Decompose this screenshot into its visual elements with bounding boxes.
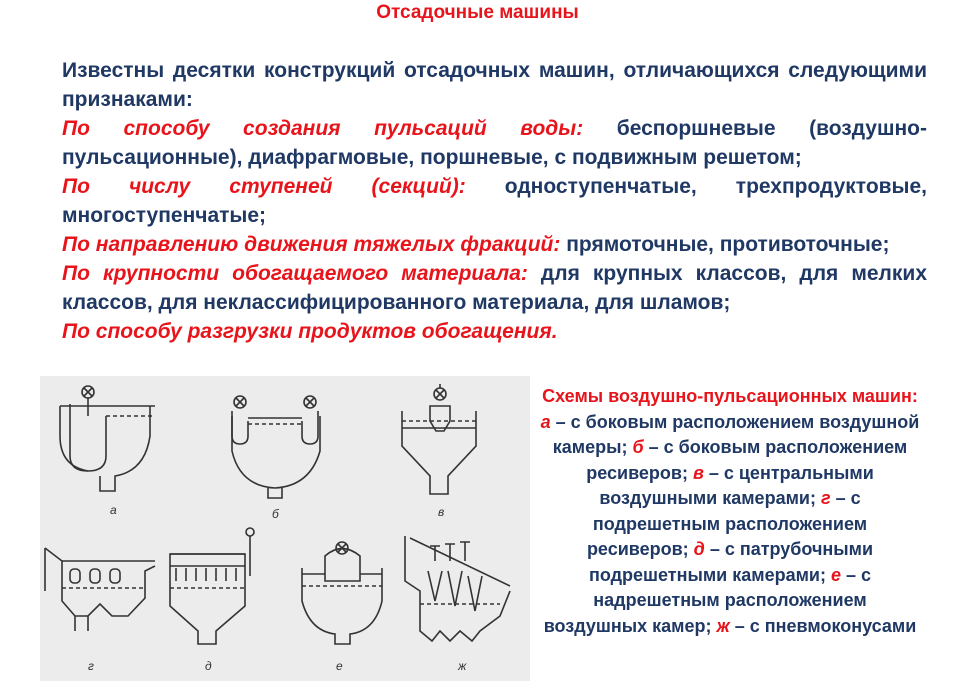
- criterion-2: [62, 172, 927, 230]
- caption-text: – с патрубочными подрешетными камерами;: [588, 539, 874, 585]
- scheme-label: а: [110, 503, 117, 517]
- scheme-a: [60, 386, 155, 491]
- criterion-label: По направлению движения тяжелых фракций:: [62, 233, 561, 256]
- criterion-label: По способу создания пульсаций воды:: [62, 117, 584, 140]
- scheme-label: в: [438, 505, 445, 519]
- caption-letter: а: [540, 411, 551, 432]
- jig-schemes-drawing: [40, 376, 530, 681]
- scheme-label: ж: [458, 659, 467, 673]
- criterion-label: По крупности обогащаемого материала:: [62, 262, 528, 285]
- criterion-text: беспоршневые (воздушно-пульсационные), диафрагмовые, поршневые, с подвижным решетом;: [62, 117, 927, 169]
- caption-text: – с надрешетным расположением воздушных камер;: [543, 564, 872, 636]
- criterion-text: одноступенчатые, трехпродуктовые, многоступенчатые;: [62, 175, 928, 227]
- caption-letter: ж: [716, 615, 730, 636]
- scheme-g: [45, 548, 155, 631]
- scheme-v: [402, 384, 476, 494]
- scheme-label: б: [272, 507, 279, 521]
- caption-text: – с центральными воздушными камерами;: [599, 462, 874, 508]
- caption-title: Схемы воздушно-пульсационных машин:: [542, 386, 918, 406]
- criterion-5: [62, 317, 927, 346]
- scheme-d: [170, 528, 254, 644]
- caption-text: – с боковым расположением ресиверов;: [586, 437, 908, 483]
- caption-letter: е: [830, 564, 841, 585]
- criterion-3: [62, 230, 927, 259]
- main-text: [62, 56, 927, 346]
- criterion-4: [62, 259, 927, 317]
- criterion-text: прямоточные, противоточные;: [560, 233, 890, 256]
- intro-text: Известны десятки конструкций отсадочных машин, отличающихся следующими признаками:: [62, 59, 927, 111]
- scheme-label: д: [205, 659, 212, 673]
- criterion-1: [62, 114, 927, 172]
- caption-text: – с подрешетным расположением ресиверов;: [586, 488, 868, 559]
- scheme-label: е: [336, 659, 343, 673]
- scheme-b: [232, 396, 320, 498]
- criterion-text: для крупных классов, для мелких классов, для неклассифицированного материала, для шламов;: [62, 262, 927, 314]
- criterion-label: По способу разгрузки продуктов обогащения.: [62, 320, 558, 343]
- caption-letter: г: [820, 488, 831, 508]
- jig-schemes-figure: [40, 376, 530, 681]
- page-title: Отсадочные машины: [376, 2, 579, 23]
- caption-letter: д: [693, 539, 705, 559]
- intro-paragraph: [62, 56, 927, 114]
- figure-caption: [540, 384, 920, 639]
- scheme-e: [302, 542, 382, 644]
- criterion-label: По числу ступеней (секций):: [62, 175, 466, 198]
- scheme-zh: [405, 536, 510, 641]
- scheme-label: г: [88, 659, 94, 673]
- caption-text: – с боковым расположением воздушной камеры;: [550, 411, 920, 457]
- caption-text: – с пневмоконусами: [729, 615, 917, 636]
- caption-letter: б: [632, 437, 644, 457]
- caption-letter: в: [692, 462, 704, 483]
